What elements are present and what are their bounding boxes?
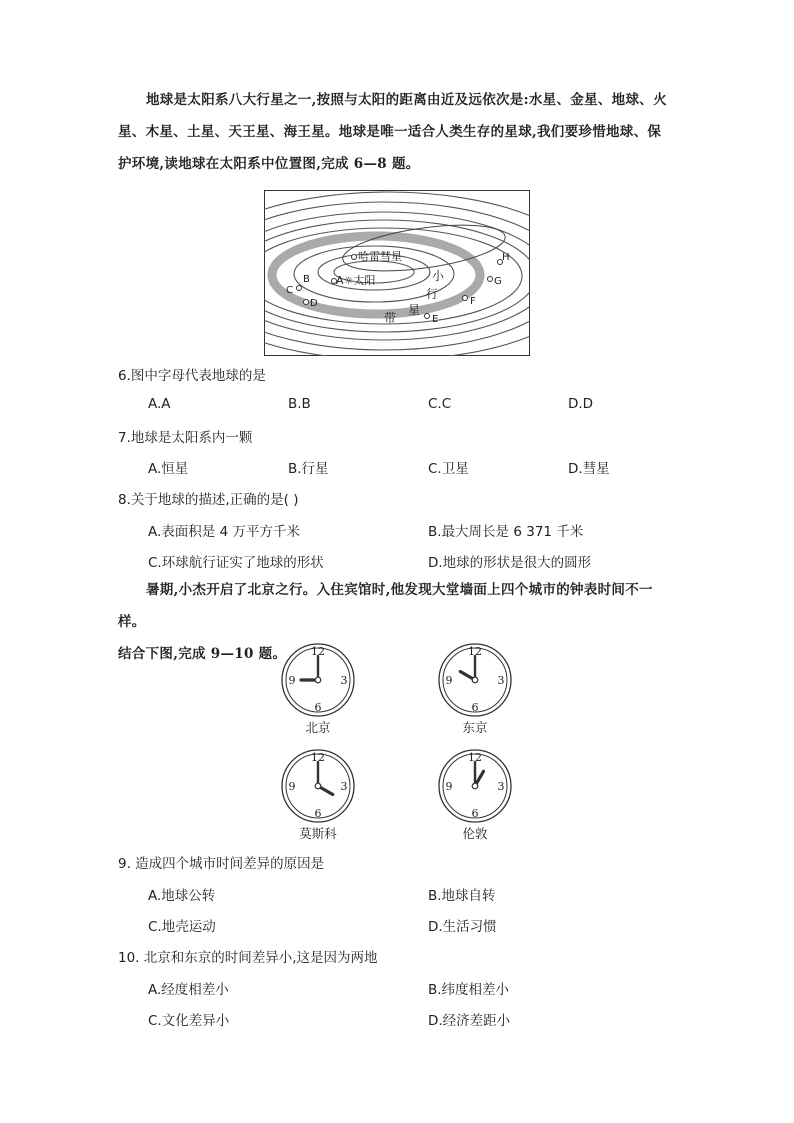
clock-numeral: 3 xyxy=(340,780,348,793)
intro-line: 暑期,小杰开启了北京之行。入住宾馆时,他发现大堂墙面上四个城市的钟表时间不一样。 xyxy=(118,582,653,630)
option-d[interactable]: D.D xyxy=(568,396,594,412)
option-a[interactable]: A.经度相差小 xyxy=(148,982,229,998)
belt-char: 行 xyxy=(426,287,439,301)
option-c[interactable]: C.卫星 xyxy=(428,461,469,477)
clock-numeral: 12 xyxy=(311,645,325,658)
clock-numeral: 6 xyxy=(314,701,322,714)
option-d[interactable]: D.生活习惯 xyxy=(428,919,497,935)
option-c[interactable]: C.文化差异小 xyxy=(148,1013,230,1029)
option-b[interactable]: B.纬度相差小 xyxy=(428,982,510,998)
question-9: 9. 造成四个城市时间差异的原因是 xyxy=(118,856,325,872)
letter-label: C xyxy=(286,285,293,296)
clock-numeral: 12 xyxy=(311,751,325,764)
letter-label: B xyxy=(303,274,310,285)
option-a[interactable]: A.A xyxy=(148,396,171,412)
letter-label: F xyxy=(470,296,476,307)
option-c[interactable]: C.环球航行证实了地球的形状 xyxy=(148,555,324,571)
clock-city-label: 北京 xyxy=(305,720,331,735)
belt-char: 小 xyxy=(432,269,445,283)
clock-london xyxy=(437,748,513,824)
clock-numeral: 9 xyxy=(445,780,453,793)
option-d[interactable]: D.地球的形状是很大的圆形 xyxy=(428,555,592,571)
option-a[interactable]: A.恒星 xyxy=(148,461,189,477)
clock-moscow xyxy=(280,748,356,824)
clock-numeral: 6 xyxy=(314,807,322,820)
clock-numeral: 9 xyxy=(288,674,296,687)
intro-line: 结合下图,完成 9—10 题。 xyxy=(118,646,287,662)
belt-char: 带 xyxy=(384,311,397,325)
clock-center-pin xyxy=(315,783,321,789)
letter-label: D xyxy=(310,298,318,309)
clock-center-pin xyxy=(315,677,321,683)
option-b[interactable]: B.最大周长是 6 371 千米 xyxy=(428,524,584,540)
option-d[interactable]: D.经济差距小 xyxy=(428,1013,511,1029)
intro-line: 地球是太阳系八大行星之一,按照与太阳的距离由近及远依次是:水星、金星、地球、火 xyxy=(146,92,667,108)
letter-label: G xyxy=(494,276,502,287)
letter-label: H xyxy=(502,252,510,263)
clock-city-label: 伦敦 xyxy=(462,826,488,841)
clock-numeral: 3 xyxy=(340,674,348,687)
clock-city-label: 东京 xyxy=(462,720,488,735)
intro-paragraph-1 xyxy=(118,84,678,180)
question-10: 10. 北京和东京的时间差异小,这是因为两地 xyxy=(118,950,378,966)
option-a[interactable]: A.地球公转 xyxy=(148,888,216,904)
clock-numeral: 3 xyxy=(497,780,505,793)
sun-label: A☼太阳 xyxy=(336,274,376,287)
clock-numeral: 12 xyxy=(468,751,482,764)
option-c[interactable]: C.C xyxy=(428,396,452,412)
intro-line: 护环境,读地球在太阳系中位置图,完成 6—8 题。 xyxy=(118,156,420,172)
clock-center-pin xyxy=(472,677,478,683)
option-a[interactable]: A.表面积是 4 万平方千米 xyxy=(148,524,300,540)
letter-label: E xyxy=(432,314,439,325)
clock-center-pin xyxy=(472,783,478,789)
clock-beijing xyxy=(280,642,356,718)
clock-numeral: 3 xyxy=(497,674,505,687)
question-7: 7.地球是太阳系内一颗 xyxy=(118,430,253,446)
clock-numeral: 9 xyxy=(445,674,453,687)
clock-city-label: 莫斯科 xyxy=(299,826,337,841)
question-8: 8.关于地球的描述,正确的是( ) xyxy=(118,492,299,508)
clock-numeral: 12 xyxy=(468,645,482,658)
option-b[interactable]: B.B xyxy=(288,396,311,412)
solar-system-figure xyxy=(264,190,530,356)
clock-tokyo xyxy=(437,642,513,718)
option-d[interactable]: D.彗星 xyxy=(568,461,610,477)
intro-line: 星、木星、土星、天王星、海王星。地球是唯一适合人类生存的星球,我们要珍惜地球、保 xyxy=(118,124,662,140)
clock-numeral: 6 xyxy=(471,807,479,820)
option-c[interactable]: C.地壳运动 xyxy=(148,919,216,935)
option-b[interactable]: B.地球自转 xyxy=(428,888,496,904)
belt-char: 星 xyxy=(408,303,421,317)
comet-label: 哈雷彗星 xyxy=(358,250,402,263)
option-b[interactable]: B.行星 xyxy=(288,461,329,477)
clock-numeral: 6 xyxy=(471,701,479,714)
clock-numeral: 9 xyxy=(288,780,296,793)
question-6: 6.图中字母代表地球的是 xyxy=(118,368,266,384)
intro-paragraph-2 xyxy=(118,574,678,670)
